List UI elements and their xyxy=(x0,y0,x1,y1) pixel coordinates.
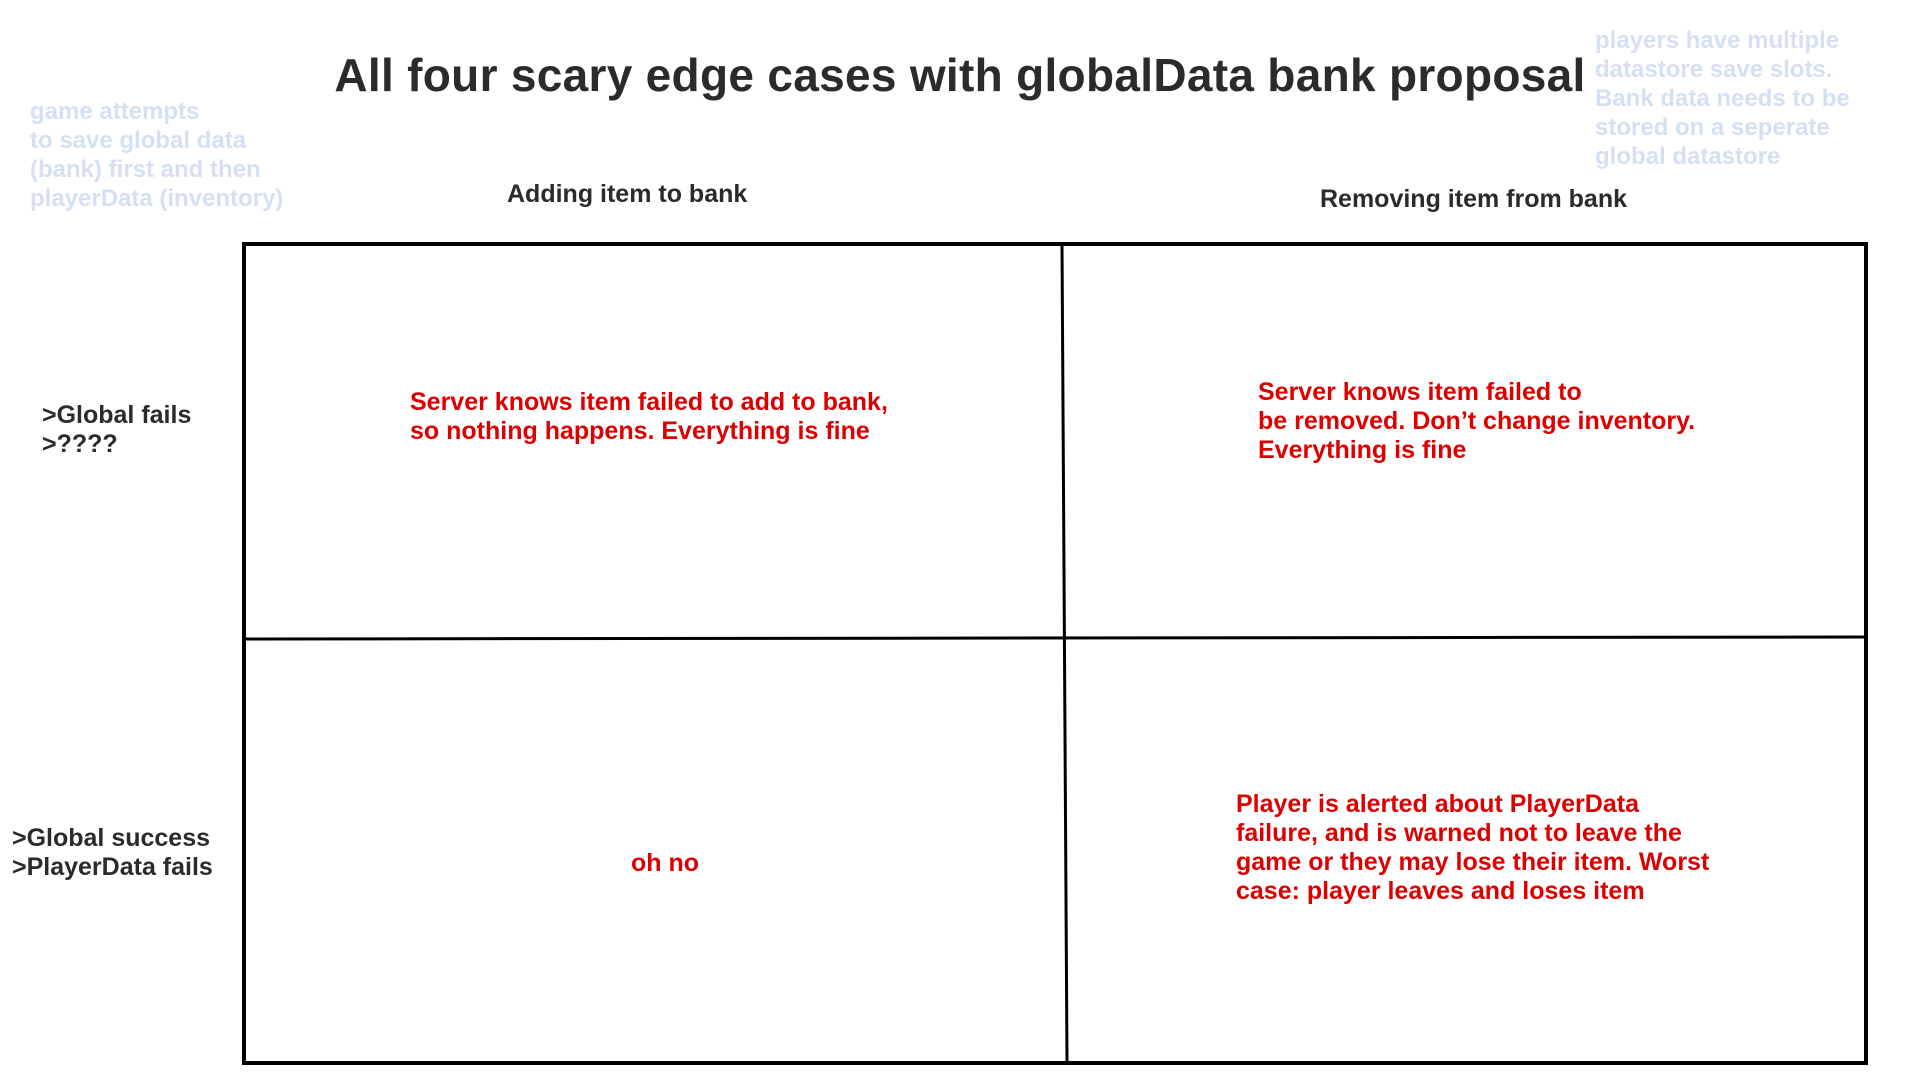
column-header-adding: Adding item to bank xyxy=(507,180,748,208)
row-header-global-fails: >Global fails >???? xyxy=(42,401,192,458)
cell-remove-global-fails: Server knows item failed to be removed. Don’t change inventory. Everything is fine xyxy=(1258,378,1696,464)
cell-add-global-fails: Server knows item failed to add to bank, so nothing happens. Everything is fine xyxy=(410,388,888,445)
grid-vertical-divider xyxy=(1062,244,1067,1063)
cell-add-playerdata-fails: oh no xyxy=(631,849,700,877)
note-save-slots: players have multiple datastore save slots. Bank data needs to be stored on a seperate global datastore xyxy=(1595,27,1850,170)
grid-outer-border xyxy=(244,244,1866,1063)
note-save-order: game attempts to save global data (bank) first and then playerData (inventory) xyxy=(30,98,284,212)
grid-horizontal-divider xyxy=(244,637,1866,639)
column-header-removing: Removing item from bank xyxy=(1320,185,1627,213)
diagram-title: All four scary edge cases with globalData bank proposal xyxy=(334,49,1586,101)
row-header-playerdata-fails: >Global success >PlayerData fails xyxy=(12,824,213,881)
cell-remove-playerdata-fails: Player is alerted about PlayerData failure, and is warned not to leave the game or they may lose their item. Worst case: player leaves and loses item xyxy=(1236,790,1710,905)
